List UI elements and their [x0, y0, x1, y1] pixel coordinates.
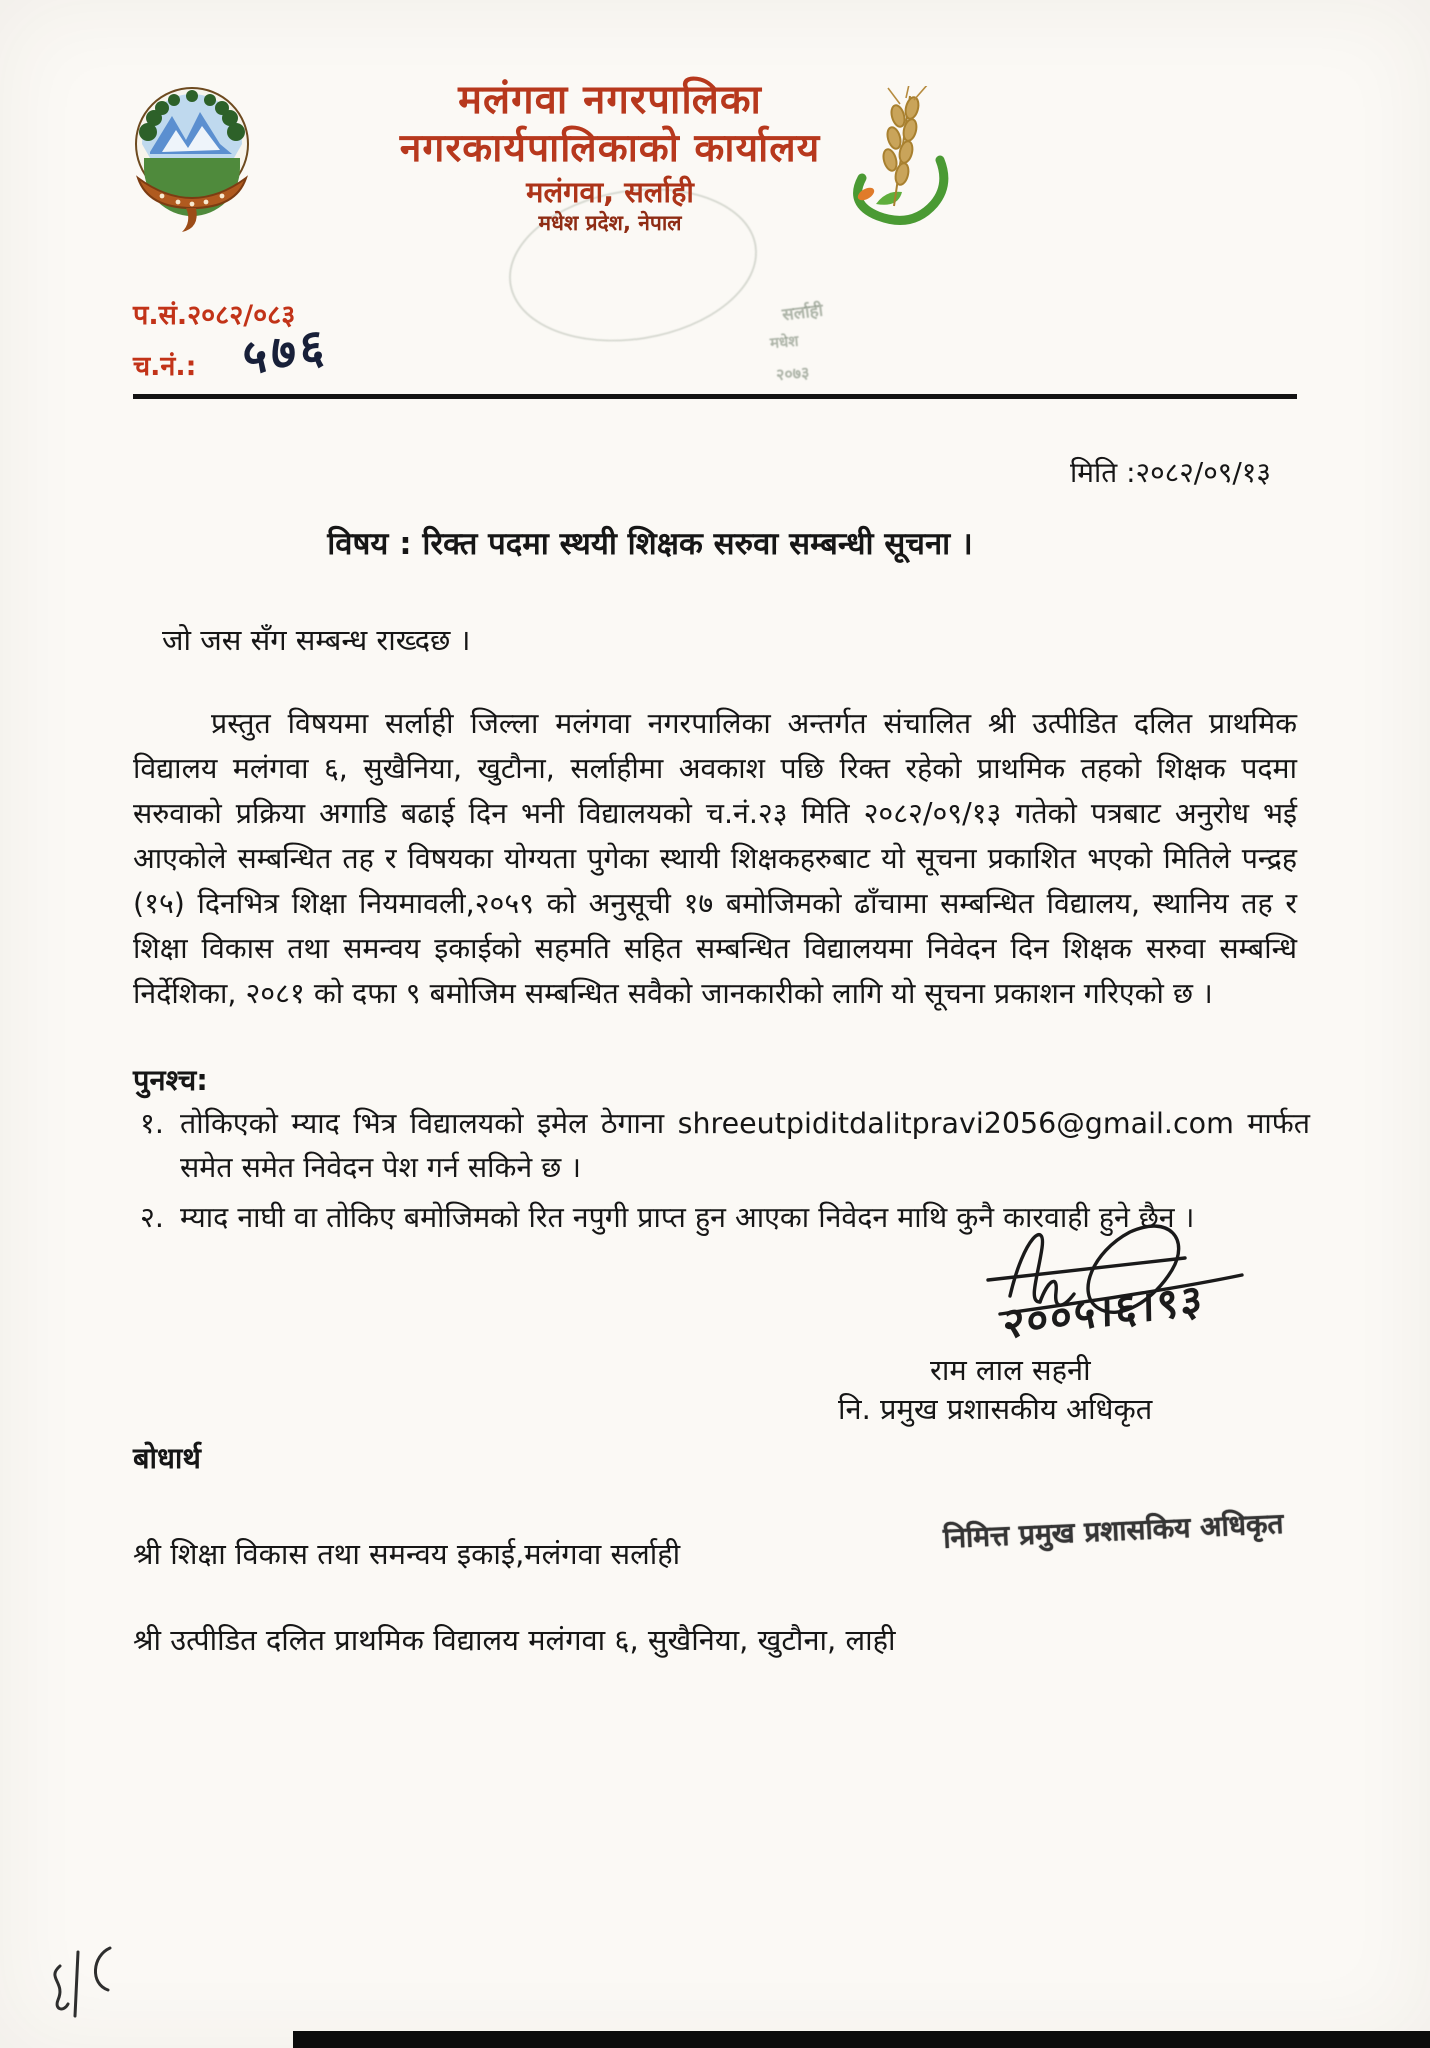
scan-artifact-bar	[293, 2031, 1430, 2048]
postscript-item-number: १.	[140, 1107, 164, 1140]
seal-fragment: सर्लाही	[781, 300, 825, 326]
letter-number: प.सं.२०८२/०८३	[133, 300, 296, 331]
postscript-heading: पुनश्च:	[133, 1063, 208, 1097]
seal-fragment: मधेश	[769, 331, 800, 353]
cc-item: श्री उत्पीडित दलित प्राथमिक विद्यालय मलंगवा ६, सुखैनिया, खुटौना, लाही	[133, 1623, 896, 1657]
letterhead	[330, 76, 890, 236]
body-paragraph: प्रस्तुत विषयमा सर्लाही जिल्ला मलंगवा नगरपालिका अन्तर्गत संचालित श्री उत्पीडित दलित प्राथमिक विद्यालय मलंगवा ६, सुखैनिया, खुटौना, सर्लाहीमा अवकाश पछि रिक्त रहेको प्राथमिक तहको शिक्षक पदमा सरुवाको प्रक्रिया अगाडि बढाई दिन भनी विद्यालयको च.नं.२३ मिति २०८२/०९/१३ गतेको पत्रबाट अनुरोध भई आएकोले सम्बन्धित तह र विषयका योग्यता पुगेका स्थायी शिक्षकहरुबाट यो सूचना प्रकाशित भएको मितिले पन्द्रह (१५) दिनभित्र शिक्षा नियमावली,२०५९ को अनुसूची १७ बमोजिमको ढाँचामा सम्बन्धित विद्यालय, स्थानिय तह र शिक्षा विकास तथा समन्वय इकाईको सहमति सहित सम्बन्धित विद्यालयमा निवेदन दिन शिक्षक सरुवा सम्बन्धि निर्देशिका, २०८१ को दफा ९ बमोजिम सम्बन्धित सवैको जानकारीको लागि यो सूचना प्रकाशन गरिएको छ ।	[133, 707, 1297, 1010]
province-line: मधेश प्रदेश, नेपाल	[538, 211, 682, 235]
postscript-item	[140, 1102, 1310, 1190]
office-name: नगरकार्यपालिकाको कार्यालय	[399, 126, 821, 171]
dispatch-number-label: च.नं.:	[133, 351, 197, 382]
municipal-emblem-icon	[128, 82, 256, 244]
subject-line: विषय : रिक्त पदमा स्थयी शिक्षक सरुवा सम्बन्धी सूचना ।	[327, 526, 973, 562]
handwritten-signature-digits: २००५।६।९३	[1002, 1274, 1205, 1349]
postscript-item-text: तोकिएको म्याद भित्र विद्यालयको इमेल ठेगाना shreeutpiditdalitpravi2056@gmail.com मार्फत समेत समेत निवेदन पेश गर्न सकिने छ ।	[180, 1107, 1310, 1184]
date-line: मिति :२०८२/०९/१३	[1070, 456, 1271, 489]
postscript-item-number: २.	[140, 1201, 164, 1234]
handwritten-mark-icon	[38, 1938, 128, 2037]
cc-heading: बोधार्थ	[133, 1441, 201, 1475]
postscript-item-text: म्याद नाघी वा तोकिए बमोजिमको रित नपुगी प्राप्त हुन आएका निवेदन माथि कुनै कारवाही हुने छैन ।	[180, 1201, 1195, 1234]
cc-item: श्री शिक्षा विकास तथा समन्वय इकाई,मलंगवा सर्लाही	[133, 1537, 681, 1571]
salutation: जो जस सँग सम्बन्ध राख्दछ ।	[162, 623, 471, 657]
dispatch-number-handwritten: ५७६	[242, 316, 329, 388]
municipality-name: मलंगवा नगरपालिका	[458, 77, 762, 123]
signatory-designation: नि. प्रमुख प्रशासकीय अधिकृत	[838, 1392, 1153, 1426]
signatory-name: राम लाल सहनी	[930, 1353, 1091, 1387]
letterhead-divider	[133, 394, 1297, 399]
address-line: मलंगवा, सर्लाही	[526, 175, 694, 209]
seal-fragment: २०७३	[775, 362, 810, 385]
acting-officer-stamp: निमित्त प्रमुख प्रशासकिय अधिकृत	[942, 1506, 1285, 1555]
